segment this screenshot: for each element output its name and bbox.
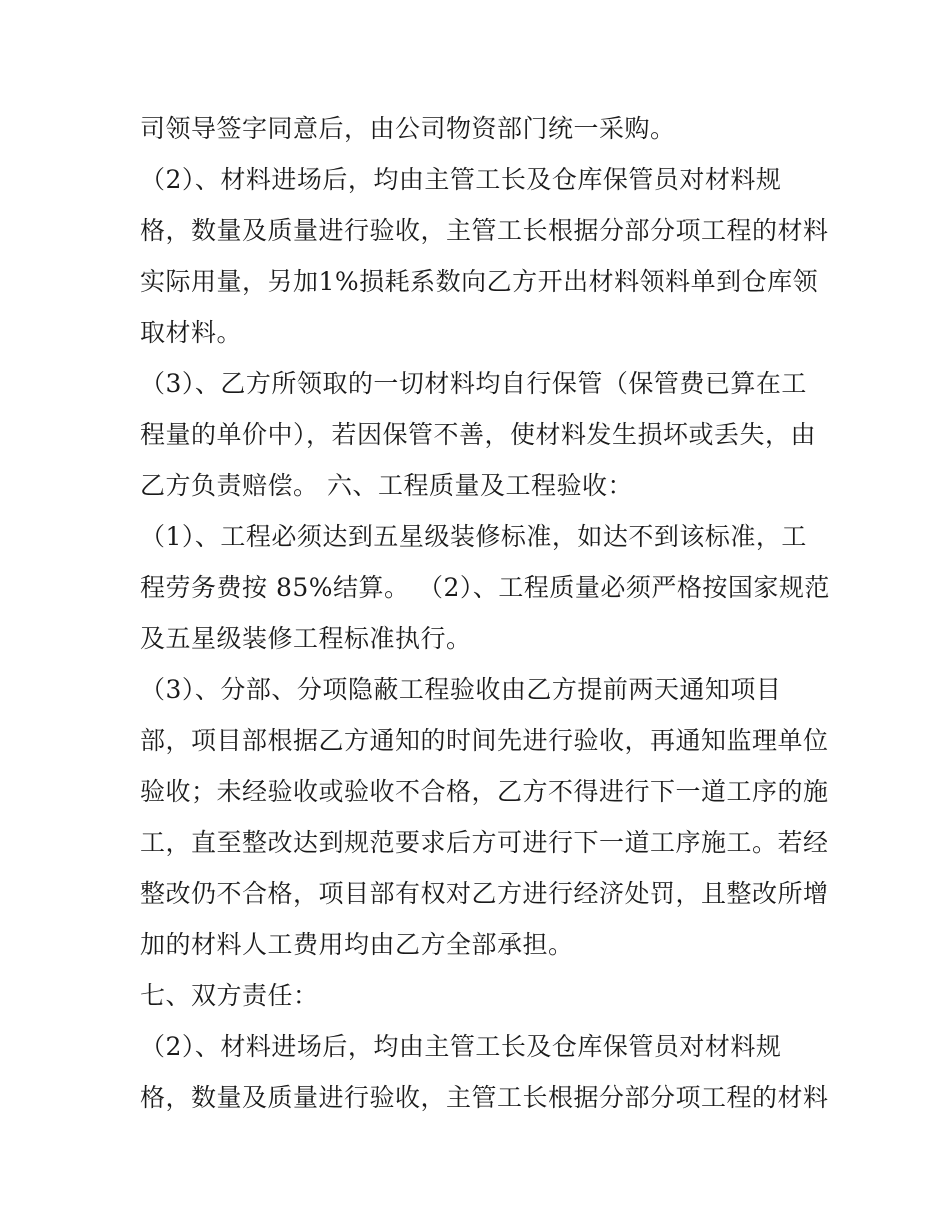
text-line: 程劳务费按 85%结算。 （2）、工程质量必须严格按国家规范 <box>140 573 830 602</box>
text-line: 部，项目部根据乙方通知的时间先进行验收，再通知监理单位 <box>140 726 829 755</box>
text-line: 取材料。 <box>140 318 243 347</box>
text-line: 整改仍不合格，项目部有权对乙方进行经济处罚，且整改所增 <box>140 879 829 908</box>
document-body <box>140 103 830 1123</box>
text-line: 工，直至整改达到规范要求后方可进行下一道工序施工。若经 <box>140 828 829 857</box>
text-line: 乙方负责赔偿。 六、工程质量及工程验收： <box>140 471 633 500</box>
text-line: 司领导签字同意后，由公司物资部门统一采购。 <box>140 114 676 143</box>
text-line: （2）、材料进场后，均由主管工长及仓库保管员对材料规 <box>140 165 782 194</box>
text-line: （3）、分部、分项隐蔽工程验收由乙方提前两天通知项目 <box>140 675 782 704</box>
text-line: 格，数量及质量进行验收，主管工长根据分部分项工程的材料 <box>140 1083 829 1112</box>
text-line: 格，数量及质量进行验收，主管工长根据分部分项工程的材料 <box>140 216 829 245</box>
text-line: （2）、材料进场后，均由主管工长及仓库保管员对材料规 <box>140 1032 782 1061</box>
text-line: 加的材料人工费用均由乙方全部承担。 <box>140 930 574 959</box>
text-line: 七、双方责任： <box>140 981 319 1010</box>
text-line: 程量的单价中），若因保管不善，使材料发生损坏或丢失，由 <box>140 420 817 449</box>
text-line: 验收；未经验收或验收不合格，乙方不得进行下一道工序的施 <box>140 777 829 806</box>
text-line: 实际用量，另加1%损耗系数向乙方开出材料领料单到仓库领 <box>140 267 819 296</box>
text-line: 及五星级装修工程标准执行。 <box>140 624 472 653</box>
text-line: （1）、工程必须达到五星级装修标准，如达不到该标准，工 <box>140 522 807 551</box>
text-line: （3）、乙方所领取的一切材料均自行保管（保管费已算在工 <box>140 369 807 398</box>
